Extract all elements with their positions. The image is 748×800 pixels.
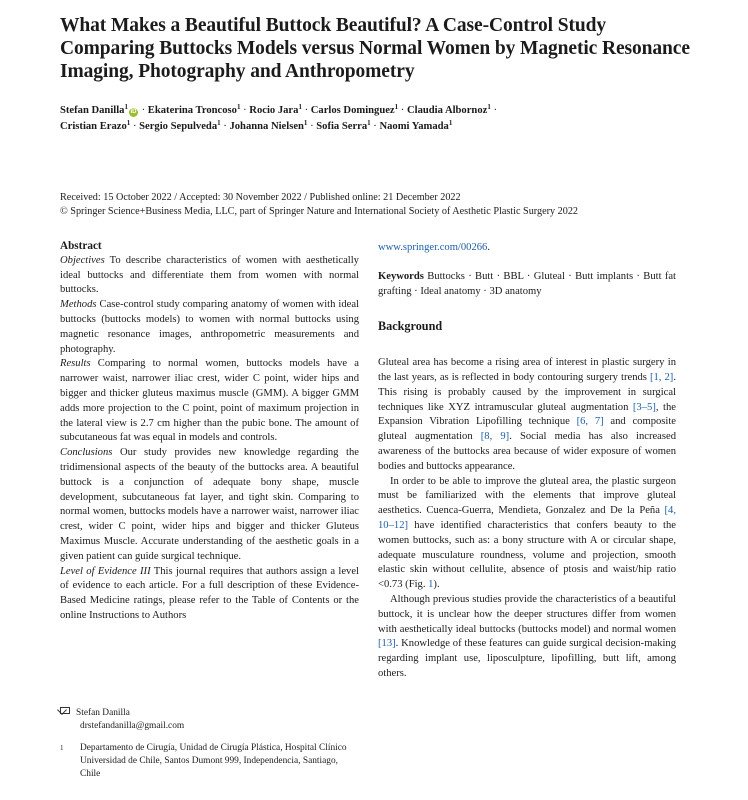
author — [229, 121, 307, 132]
author — [316, 121, 370, 132]
abstract-objectives — [60, 254, 359, 298]
envelope-icon — [60, 707, 70, 714]
author-name: Sofia Serra — [316, 121, 368, 132]
abstract-level-of-evidence — [60, 565, 359, 624]
paragraph-text: . Knowledge of these features can guide surgical decision-making regarding implant use, liposculpture, lipofilling, butt lift, among others. — [378, 638, 676, 679]
dates-line: Received: 15 October 2022 / Accepted: 30 November 2022 / Published online: 21 December 2022 — [60, 192, 461, 203]
paragraph-text: have identified characteristics that confers beauty to the women buttocks, such as: a bony structure with A or circular shape, adequate musculature roundness, volume and projection, smooth elastic skin without cellulite, absence of ptosis and waist/hip ratio <0.73 (Fig. — [378, 519, 676, 591]
keywords-text: Buttocks · Butt · BBL · Gluteal · Butt implants · Butt fat grafting · Ideal anatomy · 3D anatomy — [378, 270, 676, 297]
author-name: Stefan Danilla — [60, 105, 125, 116]
contact-line — [60, 707, 360, 720]
author-affiliation-mark: 1 — [126, 119, 131, 127]
orcid-icon[interactable]: iD — [130, 109, 137, 115]
author-separator: · — [301, 105, 311, 116]
methods-text: Case-control study comparing anatomy of women with ideal buttocks (buttocks models) to women with normal buttocks using magnetic resonance images, anthropometric measurements and photography. — [60, 299, 359, 355]
results-label: Results — [60, 358, 91, 370]
abstract-conclusions — [60, 446, 359, 564]
author — [139, 121, 221, 132]
keywords-label: Keywords — [378, 270, 424, 282]
author-affiliation-mark: 1 — [303, 119, 308, 127]
author-affiliation-mark: 1 — [217, 119, 221, 127]
background-paragraph-1 — [378, 356, 676, 474]
keywords — [378, 270, 676, 300]
methods-label: Methods — [60, 299, 97, 311]
author-separator: · — [490, 105, 498, 116]
author-affiliation-mark: 1 — [298, 103, 302, 111]
author-name: Claudia Albornoz — [406, 105, 488, 116]
loe-label: Level of Evidence III — [60, 565, 151, 577]
author — [311, 105, 398, 116]
citation-link[interactable]: [13] — [378, 638, 396, 650]
paragraph-text: and composite gluteal augmentation — [378, 416, 676, 443]
paragraph-text: ). — [433, 579, 440, 591]
loe-end: . — [487, 242, 491, 253]
author-separator: · — [240, 105, 250, 116]
author-affiliation-mark: 1 — [394, 103, 399, 111]
copyright-line: © Springer Science+Business Media, LLC, part of Springer Nature and International Society of Aesthetic Plastic Surgery 2022 — [60, 206, 579, 217]
citation-link[interactable]: [6, 7] — [576, 416, 604, 428]
loe-text: This journal requires that authors assign a level of evidence to each article. For a full description of these Evidence-Based Medicine ratings, please refer to the Table of Contents or the online Instructions to Authors — [60, 565, 359, 621]
author-name: Rocio Jara — [249, 105, 299, 116]
author-separator: · — [138, 105, 148, 116]
citation-link[interactable]: [3–5] — [632, 401, 656, 413]
abstract-column — [60, 239, 359, 624]
paragraph-text: . This rising is probably caused by the improvement in surgical techniques like XYZ intramuscular gluteal augmentation — [378, 371, 676, 413]
author-affiliation-mark: 1 — [448, 119, 453, 127]
right-column — [378, 241, 676, 682]
results-text: Comparing to normal women, buttocks models have a narrower waist, narrower iliac crest, wider C point, wider hips and bigger and thicker gluteus maximus muscle (GMM). A bigger GMM adds more projection to the C point, point of maximum projection in the lateral view is 2.7 cm higher than the pubic bone. The amount of subcutaneous fat was equal in models and controls. — [60, 358, 359, 444]
correspondence-footnote — [60, 707, 360, 781]
citation-link[interactable]: [1, 2] — [649, 371, 674, 383]
author-separator: · — [398, 105, 407, 116]
citation-link[interactable]: [4, 10–12] — [378, 505, 676, 531]
affiliation-text: Departamento de Cirugía, Unidad de Cirugía Plástica, Hospital Clínico Universidad de Chile, Santos Dumont 999, Independencia, Santiago, Chile — [80, 743, 347, 779]
author-separator: · — [307, 121, 317, 132]
background-paragraph-3 — [378, 593, 676, 682]
contact-name: Stefan Danilla — [76, 708, 130, 718]
abstract-results — [60, 357, 359, 446]
author — [60, 105, 139, 116]
citation-link[interactable]: [8, 9] — [480, 431, 510, 443]
author-name: Johanna Nielsen — [229, 121, 304, 132]
author-separator: · — [370, 121, 380, 132]
author — [407, 105, 491, 116]
author-affiliation-mark: 1 — [236, 103, 241, 111]
author-list — [60, 103, 530, 135]
author-name: Cristian Erazo — [60, 121, 127, 132]
contact-email[interactable]: drstefandanilla@gmail.com — [80, 721, 185, 731]
abstract-heading: Abstract — [60, 240, 102, 252]
background-paragraph-2 — [378, 475, 676, 593]
publication-info — [60, 191, 578, 219]
paragraph-text: In order to be able to improve the gluteal area, the plastic surgeon must be familiarized with the elements that improve gluteal aesthetics. Cuenca-Guerra, Mendieta, Gonzalez and De la Peña — [378, 475, 676, 517]
conclusions-text: Our study provides new knowledge regarding the tridimensional aspects of the beauty of the buttocks area. A beautiful buttock is a conjunction of adequate bony shape, muscle development, subcutaneous fat layer, and tight skin. Comparing to normal women, buttocks models have a narrower waist, narrower iliac crest, wider C point, wider hips and bigger and thicker Gluteus Maximus Muscle. Accurate understanding of the aesthetic goals in a given patient can guide surgical technique. — [60, 447, 359, 562]
author-name: Naomi Yamada — [379, 121, 449, 132]
author-separator: · — [130, 121, 140, 132]
author — [148, 105, 241, 116]
author-name: Ekaterina Troncoso — [147, 105, 237, 116]
author-name: Sergio Sepulveda — [139, 121, 218, 132]
author-affiliation-mark: 1 — [367, 119, 371, 127]
instructions-link[interactable]: www.springer.com/00266 — [378, 242, 488, 253]
author — [60, 121, 130, 132]
author — [379, 121, 452, 132]
objectives-label: Objectives — [60, 254, 105, 266]
paragraph-text: . Social media has also increased awareness of the buttocks area because of wider exposure of women bodies and buttocks appearance. — [378, 431, 677, 472]
author-affiliation-mark: 1 — [487, 103, 491, 111]
background-heading: Background — [378, 319, 443, 334]
article-title: What Makes a Beautiful Buttock Beautiful? A Case-Control Study Comparing Buttocks Models versus Normal Women by Magnetic Resonance Imaging, Photography and Anthropometry — [60, 15, 690, 82]
affiliation — [60, 742, 360, 781]
paragraph-text: Gluteal area has become a rising area of interest in plastic surgery in the last years, as is reflected in body contouring surgery trends — [378, 357, 676, 383]
affiliation-number: 1 — [60, 744, 64, 752]
author — [249, 105, 302, 116]
loe-continued — [378, 241, 676, 256]
author-affiliation-mark: 1 — [124, 103, 128, 111]
abstract-methods — [60, 298, 359, 357]
citation-link[interactable]: 1 — [428, 579, 434, 591]
conclusions-label: Conclusions — [60, 447, 113, 459]
objectives-text: To describe characteristics of women with aesthetically ideal buttocks and differentiate them from women with normal buttocks. — [60, 254, 359, 296]
author-name: Carlos Dominguez — [310, 105, 395, 116]
paragraph-text: , the Expansion Vibration Lipofilling technique — [378, 401, 676, 428]
author-separator: · — [220, 121, 230, 132]
paragraph-text: Although previous studies provide the characteristics of a beautiful buttock, it is unclear how the deeper structures differ from women with aesthetically ideal buttocks (buttocks model) and normal women — [378, 593, 676, 635]
